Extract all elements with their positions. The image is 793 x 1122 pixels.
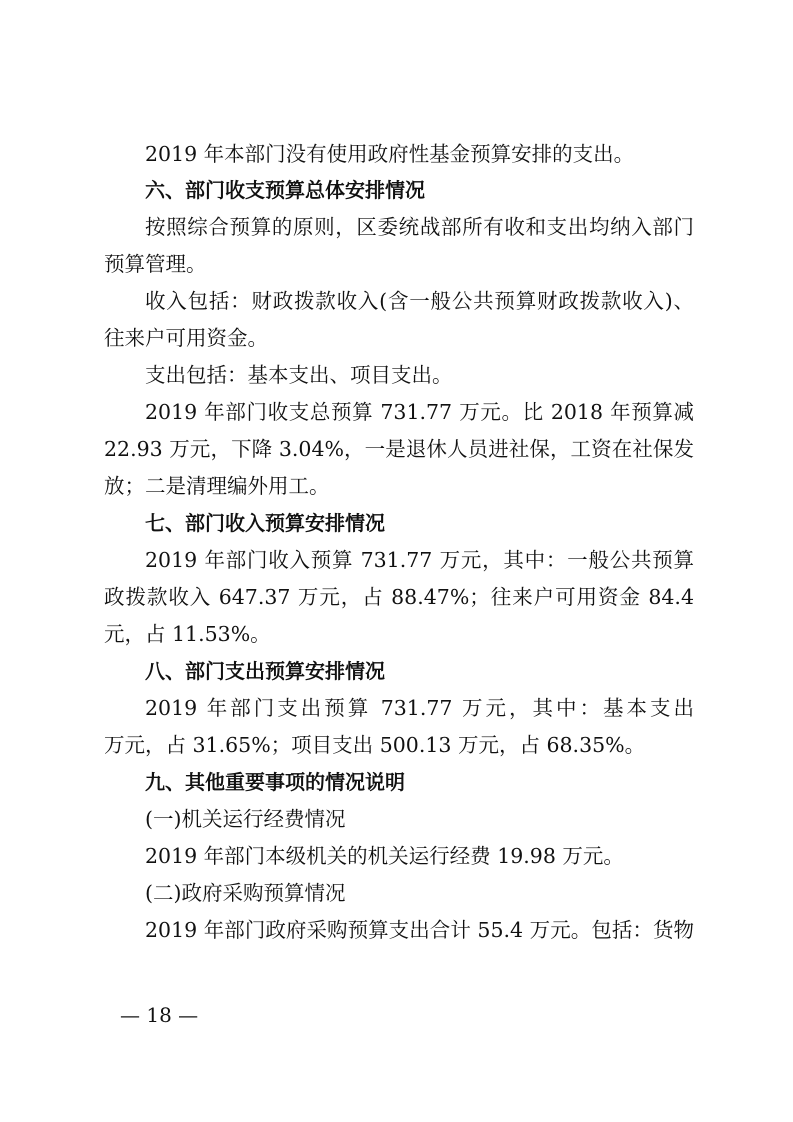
paragraph-line: 元，占 11.53%。 (104, 622, 271, 646)
paragraph-line: 2019 年部门支出预算 731.77 万元，其中：基本支出 (145, 696, 694, 720)
paragraph-line: 2019 年部门收入预算 731.77 万元，其中：一般公共预算 (145, 548, 694, 572)
paragraph-line: 收入包括：财政拨款收入(含一般公共预算财政拨款收入)、 (145, 289, 694, 313)
subsection-heading-1: (一)机关运行经费情况 (145, 807, 346, 831)
page-number: — 18 — (120, 1003, 199, 1027)
section-heading-8: 八、部门支出预算安排情况 (145, 659, 385, 683)
paragraph-line: 2019 年本部门没有使用政府性基金预算安排的支出。 (145, 142, 635, 166)
paragraph-line: 放；二是清理编外用工。 (104, 474, 330, 498)
paragraph-line: 往来户可用资金。 (104, 326, 268, 350)
subsection-heading-2: (二)政府采购预算情况 (145, 881, 346, 905)
paragraph-line: 2019 年部门政府采购预算支出合计 55.4 万元。包括：货物 (145, 918, 694, 942)
paragraph-line: 2019 年部门收支总预算 731.77 万元。比 2018 年预算减 (145, 400, 694, 424)
section-heading-7: 七、部门收入预算安排情况 (145, 511, 385, 535)
section-heading-9: 九、其他重要事项的情况说明 (145, 770, 405, 794)
section-heading-6: 六、部门收支预算总体安排情况 (145, 178, 425, 202)
paragraph-line: 2019 年部门本级机关的机关运行经费 19.98 万元。 (145, 844, 624, 868)
paragraph-line: 按照综合预算的原则，区委统战部所有收和支出均纳入部门 (145, 215, 694, 239)
paragraph-line: 万元，占 31.65%；项目支出 500.13 万元，占 68.35%。 (104, 733, 646, 757)
paragraph-line: 22.93 万元，下降 3.04%，一是退休人员进社保，工资在社保发 (104, 437, 694, 461)
paragraph-line: 预算管理。 (104, 252, 207, 276)
paragraph-line: 政拨款收入 647.37 万元，占 88.47%；往来户可用资金 84.4 (104, 585, 694, 609)
paragraph-line: 支出包括：基本支出、项目支出。 (145, 363, 453, 387)
